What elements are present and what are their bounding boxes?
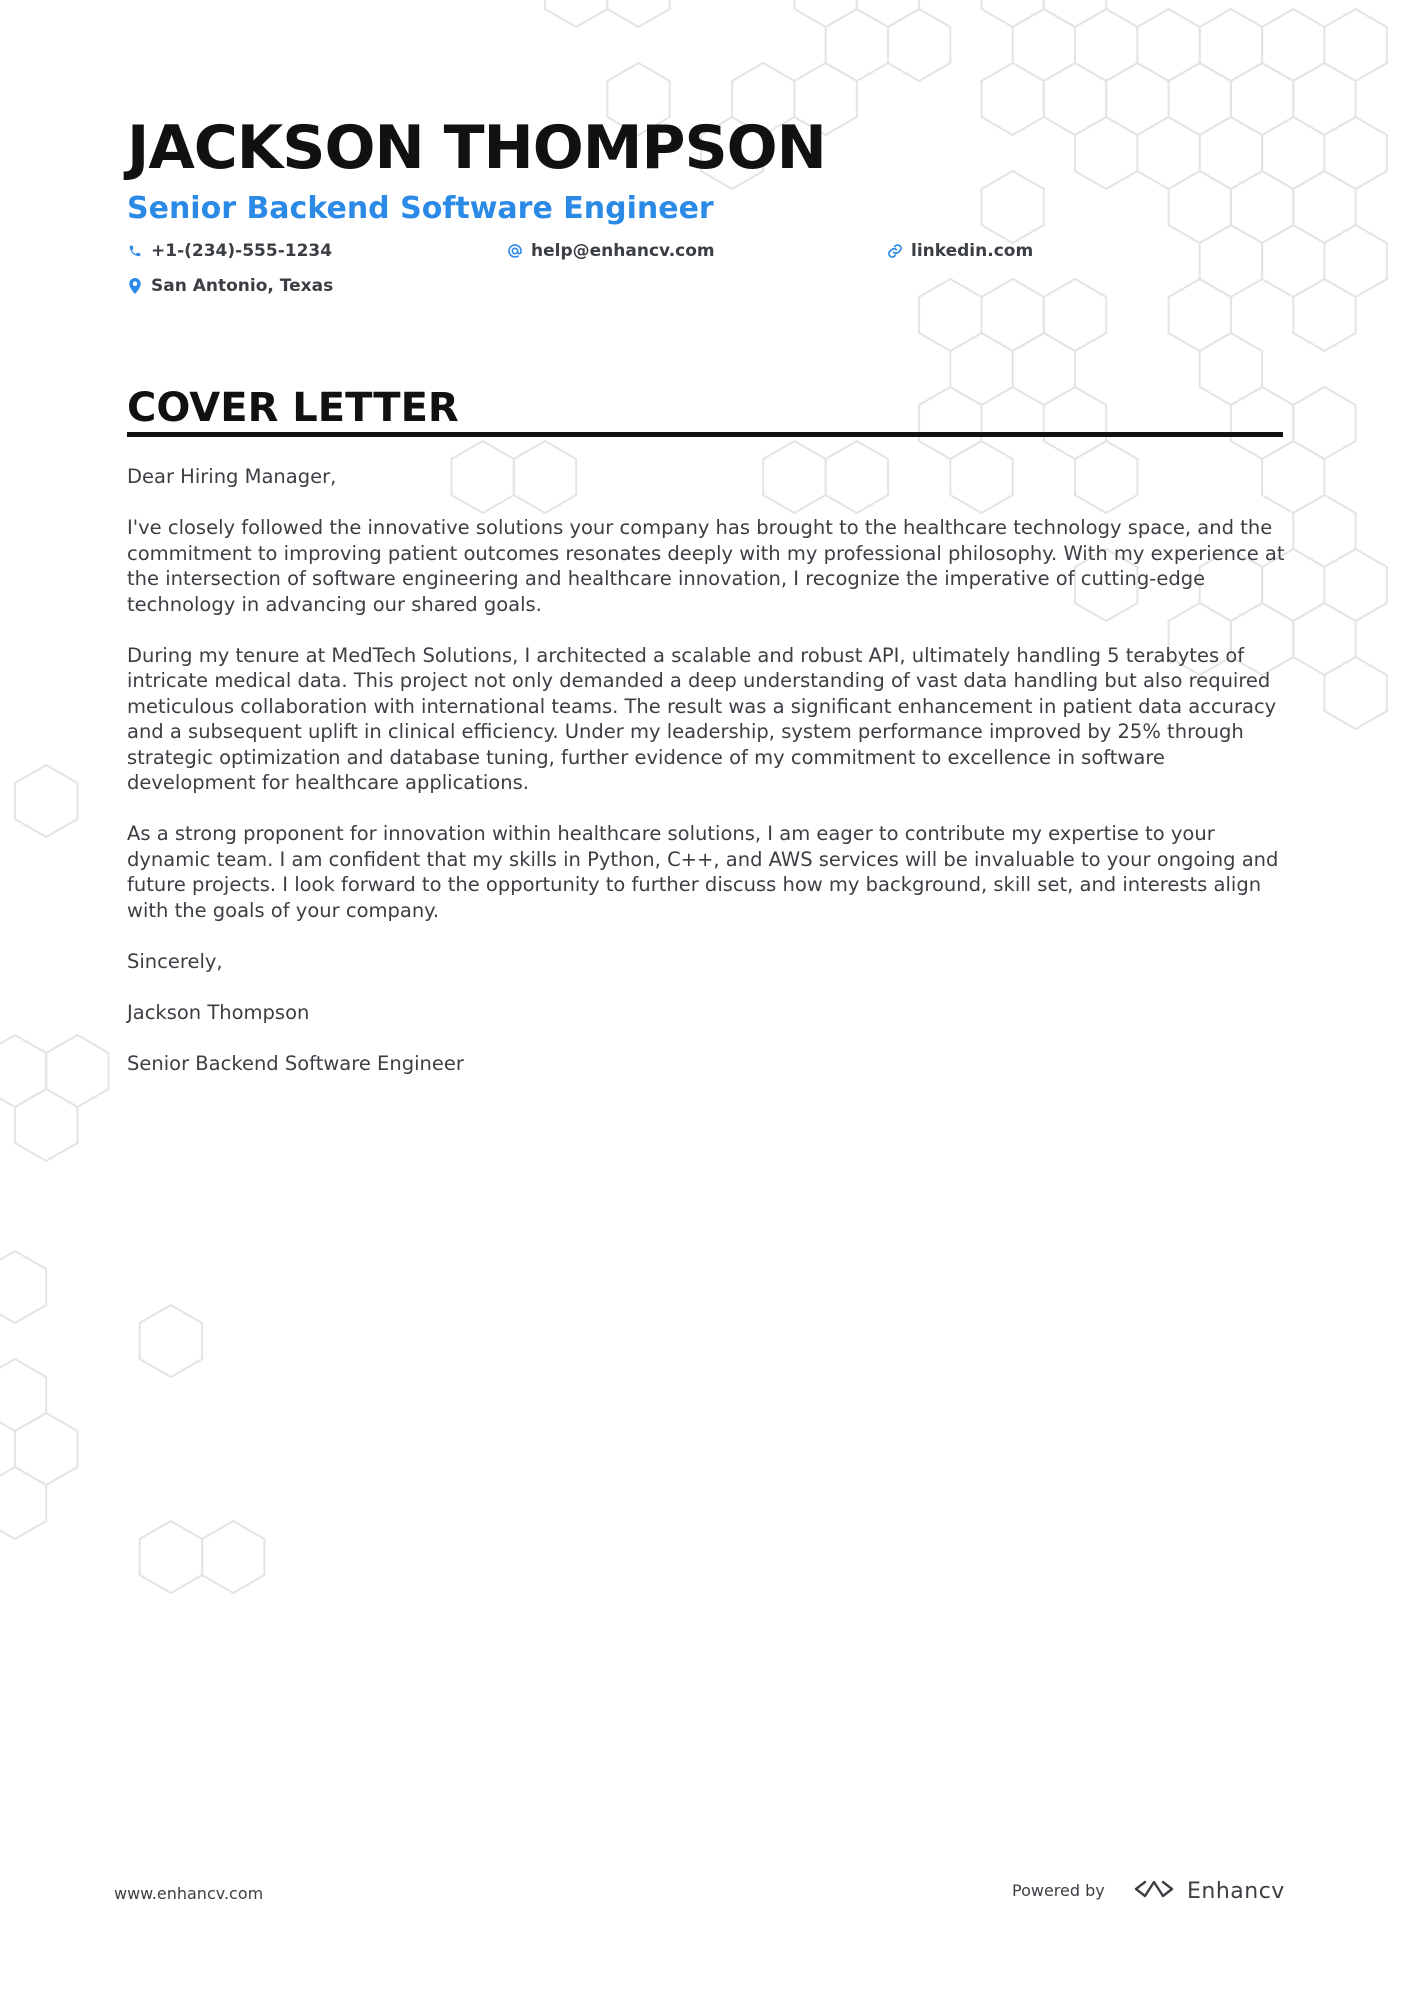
contact-location <box>127 274 333 298</box>
letter-body <box>127 464 1287 1102</box>
letter-paragraph-1: I've closely followed the innovative solutions your company has brought to the healthcare technology space, and the commitment to improving patient outcomes resonates deeply with my professional philosophy. With my experience at the intersection of software engineering and healthcare innovation, I recognize the imperative of cutting-edge technology in advancing our shared goals. <box>127 516 1285 616</box>
at-icon <box>507 243 523 259</box>
contact-linkedin-text[interactable]: linkedin.com <box>911 241 1034 261</box>
section-title-cover-letter: COVER LETTER <box>127 385 459 431</box>
enhancv-logo-icon <box>1131 1877 1177 1906</box>
letter-signature-title: Senior Backend Software Engineer <box>127 1051 464 1075</box>
contact-location-text: San Antonio, Texas <box>151 276 334 296</box>
section-divider <box>127 432 1283 437</box>
footer-brand-name: Enhancv <box>1187 1878 1285 1904</box>
contact-email[interactable] <box>507 239 715 263</box>
location-pin-icon <box>127 278 143 294</box>
candidate-job-title: Senior Backend Software Engineer <box>127 191 714 226</box>
letter-salutation: Dear Hiring Manager, <box>127 465 337 488</box>
letter-signature-name: Jackson Thompson <box>127 1000 310 1024</box>
candidate-name: JACKSON THOMPSON <box>127 113 826 183</box>
contact-phone <box>127 239 332 263</box>
letter-paragraph-2: During my tenure at MedTech Solutions, I architected a scalable and robust API, ultimately handling 5 terabytes of intricate medical data. This project not only demanded a deep understanding of vast data handling but also required meticulous collaboration with international teams. The result was a significant enhancement in patient data accuracy and a subsequent uplift in clinical efficiency. Under my leadership, system performance improved by 25% through strategic optimization and database tuning, further evidence of my commitment to excellence in software development for healthcare applications. <box>127 643 1277 794</box>
contact-phone-text: +1-(234)-555-1234 <box>151 241 333 261</box>
letter-closing: Sincerely, <box>127 949 223 973</box>
contact-linkedin[interactable] <box>887 239 1033 263</box>
footer-website-link[interactable]: www.enhancv.com <box>114 1884 264 1903</box>
letter-paragraph-3: As a strong proponent for innovation within healthcare solutions, I am eager to contribute my expertise to your dynamic team. I am confident that my skills in Python, C++, and AWS services will be invaluable to your ongoing and future projects. I look forward to the opportunity to further discuss how my background, skill set, and interests align with the goals of your company. <box>127 822 1279 922</box>
contact-email-text[interactable]: help@enhancv.com <box>531 241 715 261</box>
footer-brand-logo[interactable] <box>1131 1876 1285 1906</box>
link-icon <box>887 243 903 259</box>
footer-powered-by: Powered by <box>1012 1881 1105 1900</box>
phone-icon <box>127 243 143 259</box>
